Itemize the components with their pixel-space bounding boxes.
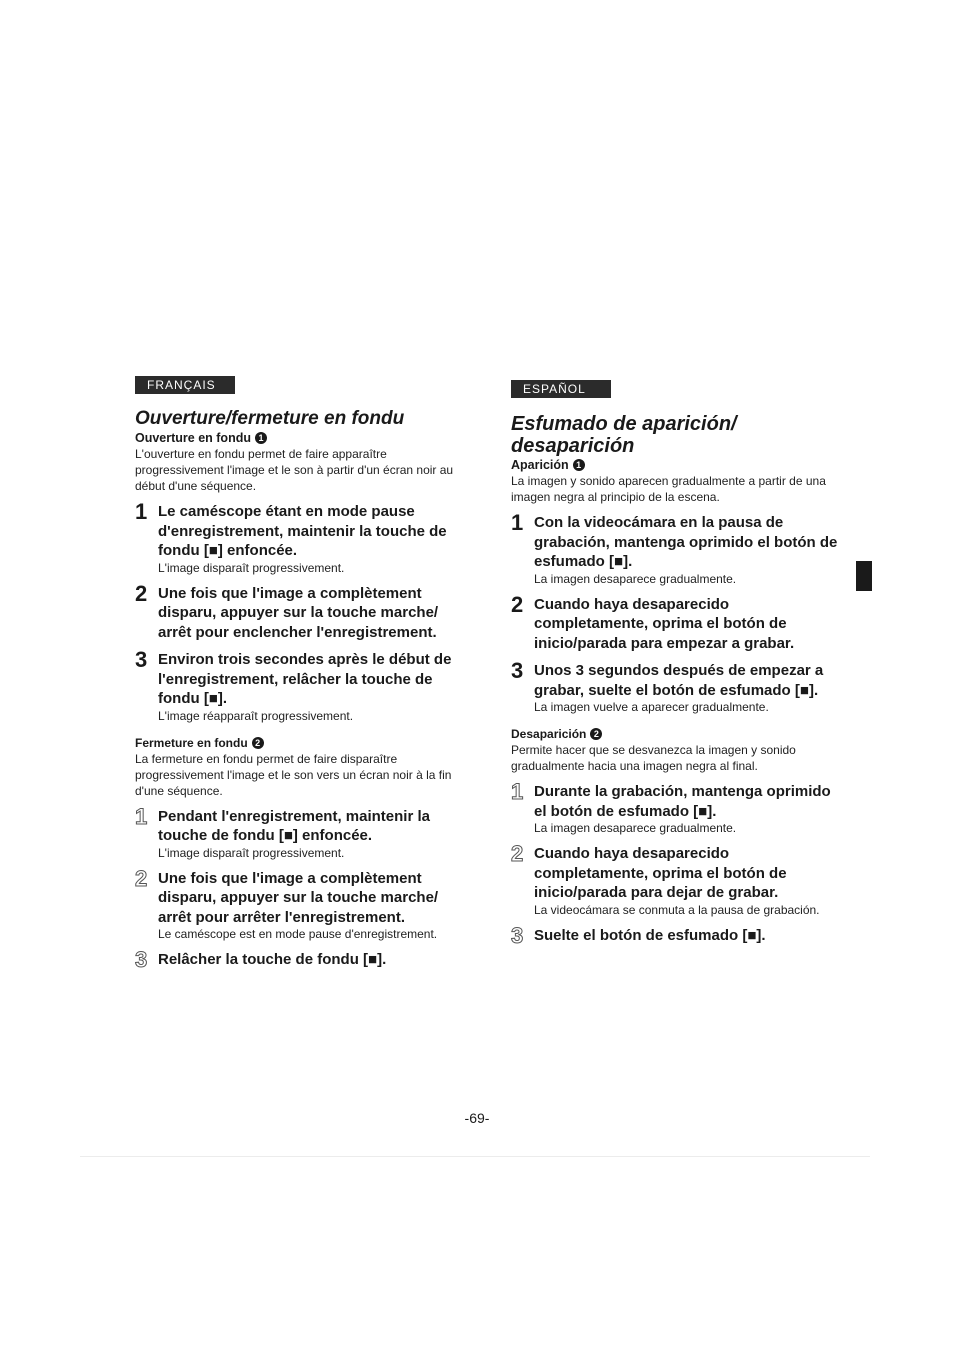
step-text: Le caméscope étant en mode pause d'enregistrement, maintenir la touche de fondu [■] enfoncée. [158,503,447,559]
french-column [135,376,465,970]
step-item [511,841,841,918]
subsection-title [135,736,465,750]
step-text: Con la videocámara en la pausa de grabación, mantenga oprimido el botón de esfumado [■]. [534,514,838,570]
step-note: La videocámara se conmuta a la pausa de grabación. [534,902,820,917]
step-item [135,865,465,943]
step-note: Le caméscope est en mode pause d'enregistrement. [158,927,438,941]
circled-number-icon: 1 [255,432,267,444]
section-edge-marker [856,561,872,591]
step-note: La imagen desaparece gradualmente. [534,571,737,586]
subsection-title [135,431,465,445]
step-number: 2 [511,841,524,866]
section-title: Esfumado de aparición/ desaparición [511,413,737,457]
step-number: 1 [135,499,148,524]
step-text: Suelte el botón de esfumado [■]. [534,926,766,944]
step-item [511,922,841,948]
step-number: 2 [135,580,148,606]
step-number: 1 [511,779,524,804]
subsection-label: Aparición [511,458,569,472]
step-number: 1 [511,510,524,535]
step-item [135,580,465,643]
step-text: Cuando haya desaparecido completamente, oprima el botón de inicio/parada para empezar a grabar. [534,595,795,652]
spanish-column [511,380,841,946]
step-note: La imagen desaparece gradualmente. [534,821,737,835]
step-text: Relâcher la touche de fondu [■]. [158,951,387,968]
subsection-title [511,727,841,741]
step-text: Pendant l'enregistrement, maintenir la touche de fondu [■] enfoncée. [158,807,430,844]
step-text: Une fois que l'image a complètement disparu, appuyer sur la touche marche/ arrêt pour arrêter l'enregistrement. [158,869,439,926]
subsection-label: Desaparición [511,727,587,741]
page-number: -69- [464,1110,490,1126]
circled-number-icon: 2 [590,728,602,740]
step-note: L'image disparaît progressivement. [158,845,345,860]
subsection-description: La fermeture en fondu permet de faire disparaître progressivement l'image et le son vers un écran noir à la fin d'une séquence. [135,751,452,798]
step-note: L'image disparaît progressivement. [158,560,345,575]
step-number: 3 [135,947,148,972]
step-note: L'image réapparaît progressivement. [158,708,354,723]
step-note: La imagen vuelve a aparecer gradualmente. [534,700,769,714]
step-item [135,803,465,861]
step-item [135,947,465,972]
step-number: 3 [511,922,524,948]
step-text: Une fois que l'image a complètement disparu, appuyer sur la touche marche/ arrêt pour enclencher l'enregistrement. [158,584,439,641]
subsection-description: La imagen y sonido aparecen gradualmente a partir de una imagen negra al principio de la escena. [511,474,826,504]
step-number: 3 [135,647,148,672]
circled-number-icon: 1 [573,459,585,471]
step-text: Unos 3 segundos después de empezar a grabar, suelte el botón de esfumado [■]. [534,662,824,699]
subsection-label: Fermeture en fondu [135,735,248,750]
subsection-title [511,458,841,472]
step-item [511,591,841,654]
circled-number-icon: 2 [252,737,264,749]
step-text: Durante la grabación, mantenga oprimido el botón de esfumado [■]. [534,783,831,820]
step-item [511,779,841,836]
subsection-description: Permite hacer que se desvanezca la imagen y sonido gradualmente hacia una imagen negra al final. [511,743,796,773]
subsection-description: L'ouverture en fondu permet de faire apparaître progressivement l'image et le son à partir d'un écran noir au début d'une séquence. [135,447,454,493]
footer-divider [80,1156,870,1157]
subsection-label: Ouverture en fondu [135,431,251,445]
step-number: 3 [511,658,524,683]
step-item [135,499,465,576]
step-item [511,510,841,587]
section-title: Ouverture/fermeture en fondu [135,408,405,429]
step-number: 2 [135,865,148,891]
step-text: Cuando haya desaparecido completamente, oprima el botón de inicio/parada para dejar de grabar. [534,845,787,901]
step-text: Environ trois secondes après le début de l'enregistrement, relâcher la touche de fondu [■]. [158,651,452,707]
language-tag: ESPAÑOL [511,380,611,398]
step-number: 2 [511,591,524,617]
step-item [511,658,841,715]
language-tag: FRANÇAIS [135,376,235,394]
step-number: 1 [135,803,148,829]
step-item [135,647,465,724]
